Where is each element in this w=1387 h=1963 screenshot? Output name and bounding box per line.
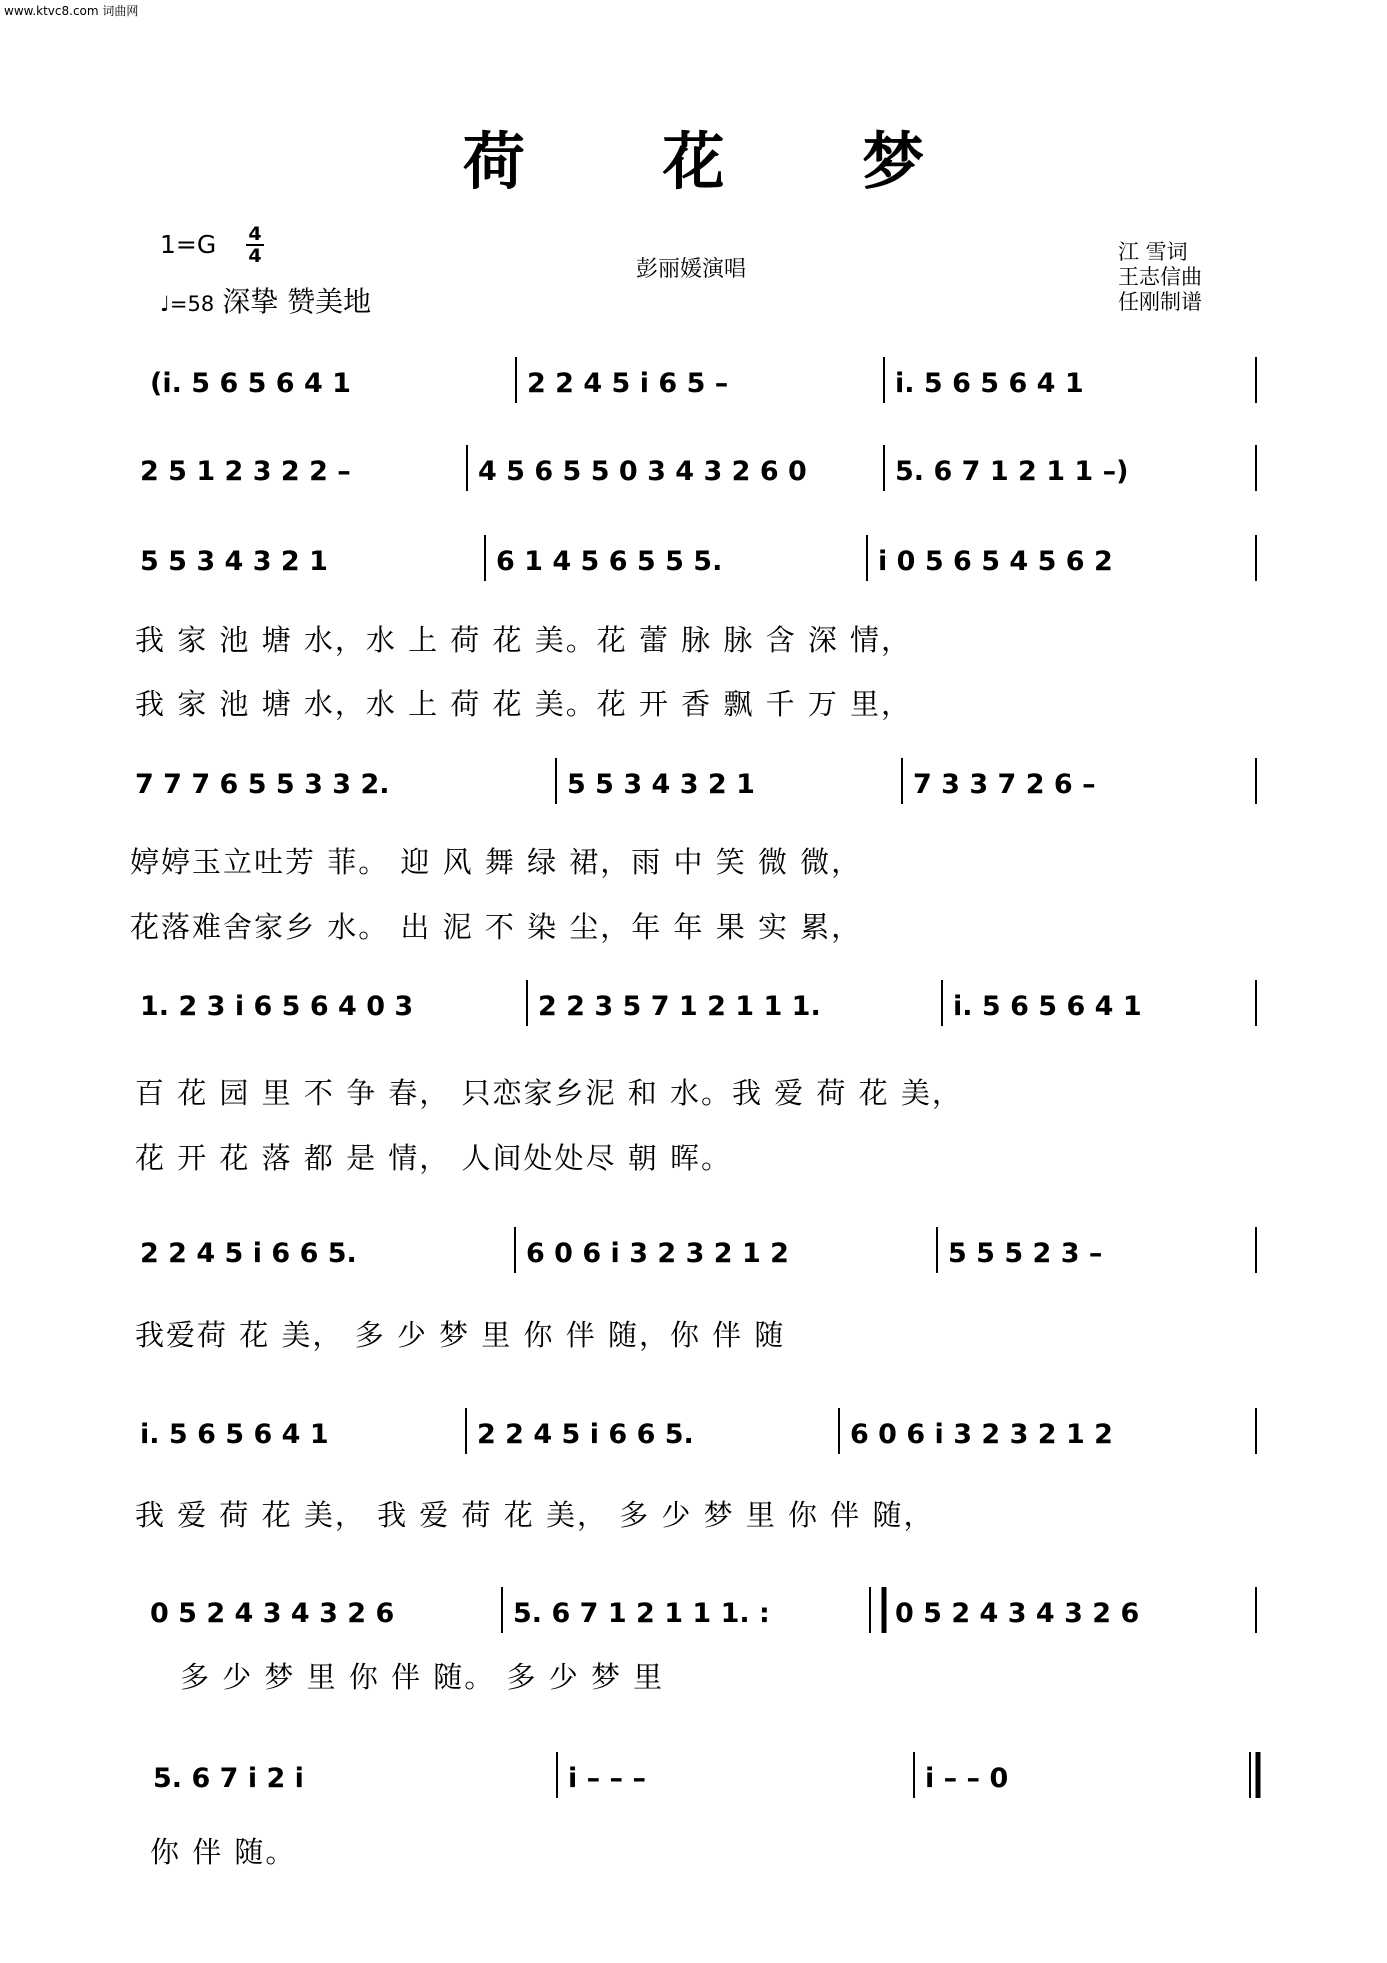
- svg-text:i. 5 6 5 6 4 1: i. 5 6 5 6 4 1: [140, 1419, 329, 1450]
- svg-text:6 0 6 i 3 2 3 2 1 2: 6 0 6 i 3 2 3 2 1 2: [526, 1238, 789, 1269]
- svg-text:(i. 5 6 5 6 4 1: (i. 5 6 5 6 4 1: [150, 368, 351, 399]
- tempo-value: ♩=58: [160, 292, 215, 316]
- svg-text:1. 2 3 i 6 5 6 4 0 3: 1. 2 3 i 6 5 6 4 0 3: [140, 991, 414, 1022]
- lyric-line: 我 家 池 塘 水，水 上 荷 花 美。花 蕾 脉 脉 含 深 情，: [135, 623, 913, 657]
- svg-text:6 0 6 i 3 2 3 2 1 2: 6 0 6 i 3 2 3 2 1 2: [850, 1419, 1113, 1450]
- expression-marking: 深挚 赞美地: [222, 285, 372, 318]
- svg-text:i. 5 6 5 6 4 1: i. 5 6 5 6 4 1: [953, 991, 1142, 1022]
- lyric-line: 我爱荷 花 美， 多 少 梦 里 你 伴 随，你 伴 随: [135, 1318, 786, 1352]
- svg-text:5 5 3 4 3 2 1: 5 5 3 4 3 2 1: [567, 769, 755, 800]
- svg-text:0 5 2 4 3 4 3 2 6: 0 5 2 4 3 4 3 2 6: [895, 1598, 1140, 1629]
- svg-text:i 0 5 6 5 4 5 6 2: i 0 5 6 5 4 5 6 2: [878, 546, 1113, 577]
- svg-text:5. 6 7 1 2 1 1 –): 5. 6 7 1 2 1 1 –): [895, 456, 1129, 487]
- composer-credit: 王志信曲: [1118, 265, 1202, 289]
- svg-text:0 5 2 4 3 4 3 2 6: 0 5 2 4 3 4 3 2 6: [150, 1598, 395, 1629]
- svg-text:2 2 4 5 i 6 6 5.: 2 2 4 5 i 6 6 5.: [477, 1419, 694, 1450]
- svg-text:6 1 4 5 6 5 5 5.: 6 1 4 5 6 5 5 5.: [496, 546, 723, 577]
- svg-text:5 5 3 4 3 2 1: 5 5 3 4 3 2 1: [140, 546, 328, 577]
- svg-text:7 3 3 7 2 6 –: 7 3 3 7 2 6 –: [913, 769, 1096, 800]
- time-signature-bottom: 4: [248, 245, 262, 267]
- lyric-line: 百 花 园 里 不 争 春， 只恋家乡泥 和 水。我 爱 荷 花 美，: [135, 1076, 963, 1110]
- lyric-line: 花落难舍家乡 水。 出 泥 不 染 尘，年 年 果 实 累，: [130, 910, 863, 944]
- song-title: 荷 花 梦: [462, 125, 983, 198]
- svg-text:5 5 5 2 3 –: 5 5 5 2 3 –: [948, 1238, 1103, 1269]
- svg-text:4 5 6 5 5 0 3 4 3 2 6 0: 4 5 6 5 5 0 3 4 3 2 6 0: [478, 456, 807, 487]
- svg-text:5. 6 7 1 2 1 1 1. :: 5. 6 7 1 2 1 1 1. :: [513, 1598, 770, 1629]
- lyricist-credit: 江 雪词: [1118, 240, 1188, 264]
- lyric-line: 你 伴 随。: [150, 1835, 297, 1869]
- svg-text:2 2 3 5 7 1 2 1 1 1.: 2 2 3 5 7 1 2 1 1 1.: [538, 991, 821, 1022]
- lyric-line: 我 爱 荷 花 美， 我 爱 荷 花 美， 多 少 梦 里 你 伴 随，: [135, 1498, 935, 1532]
- lyric-line: 多 少 梦 里 你 伴 随。 多 少 梦 里: [180, 1660, 665, 1694]
- svg-text:i. 5 6 5 6 4 1: i. 5 6 5 6 4 1: [895, 368, 1084, 399]
- svg-text:i – – –: i – – –: [568, 1763, 646, 1794]
- arranger-credit: 任刚制谱: [1118, 290, 1202, 314]
- svg-text:2 5 1 2 3 2 2 –: 2 5 1 2 3 2 2 –: [140, 456, 351, 487]
- svg-text:i – – 0: i – – 0: [925, 1763, 1009, 1794]
- lyric-line: 我 家 池 塘 水，水 上 荷 花 美。花 开 香 飘 千 万 里，: [135, 687, 913, 721]
- svg-text:2 2 4 5 i 6 5 –: 2 2 4 5 i 6 5 –: [527, 368, 729, 399]
- svg-text:5. 6 7 i 2 i: 5. 6 7 i 2 i: [153, 1763, 304, 1794]
- key-signature: 1=G: [160, 230, 217, 259]
- lyric-line: 花 开 花 落 都 是 情， 人间处处尽 朝 晖。: [135, 1141, 732, 1175]
- svg-text:7 7 7 6 5 5 3 3 2.: 7 7 7 6 5 5 3 3 2.: [135, 769, 390, 800]
- svg-text:2 2 4 5 i 6 6 5.: 2 2 4 5 i 6 6 5.: [140, 1238, 357, 1269]
- lyric-line: 婷婷玉立吐芳 菲。 迎 风 舞 绿 裙，雨 中 笑 微 微，: [130, 845, 863, 879]
- singer-credit: 彭丽媛演唱: [636, 257, 747, 282]
- time-signature-top: 4: [248, 223, 262, 245]
- watermark: www.ktvc8.com 词曲网: [4, 4, 139, 18]
